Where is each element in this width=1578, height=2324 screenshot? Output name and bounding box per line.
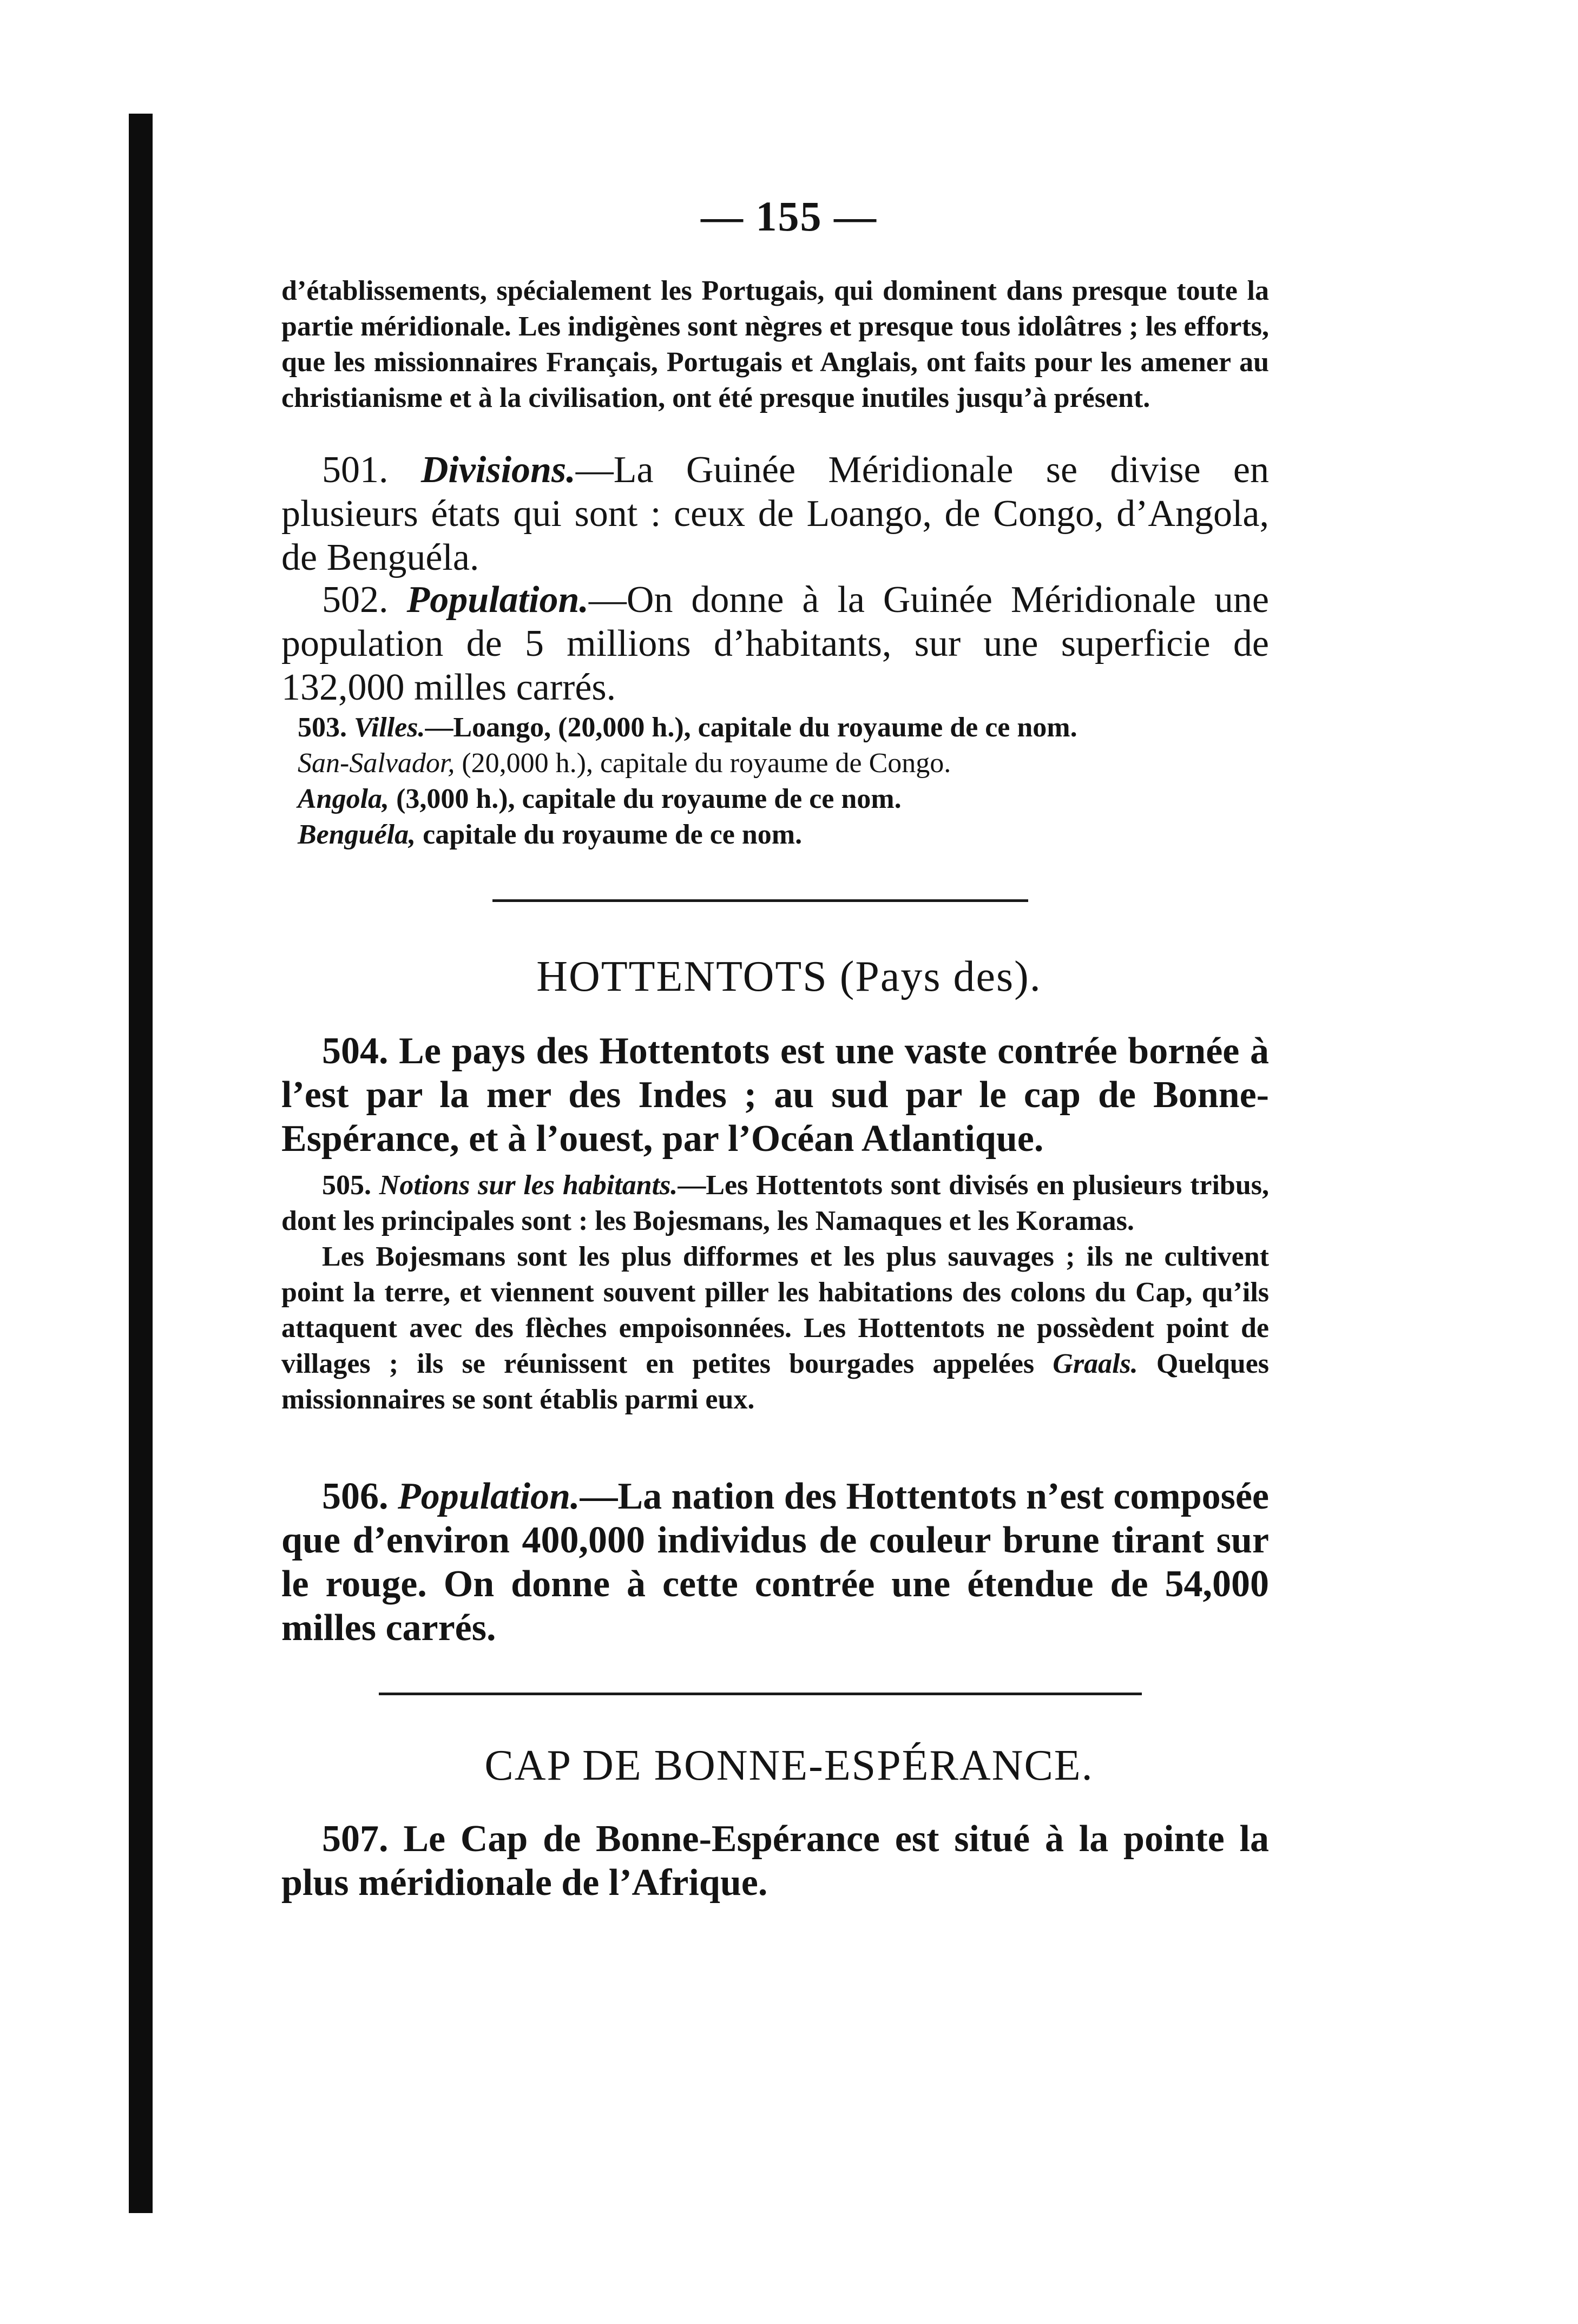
paragraph-text: —On donne à la Guinée Méridionale une population de 5 millions d’habitants, sur une superficie de 132,000 milles carrés. — [281, 579, 1269, 708]
city-line: San-Salvador, (20,000 h.), capitale du royaume de Congo. — [298, 748, 951, 779]
paragraph-501 — [281, 448, 1269, 580]
paragraph-text: —La Guinée Méridionale se divise en plusieurs états qui sont : ceux de Loango, de Congo, d’Angola, de Benguéla. — [281, 449, 1269, 578]
page-number: — 155 — — [701, 193, 877, 240]
paragraph-503 — [281, 710, 1269, 853]
paragraph-label: Notions sur les habitants. — [379, 1170, 678, 1201]
city-line: 503. Villes.—Loango, (20,000 h.), capitale du royaume de ce nom. — [298, 712, 1077, 743]
paragraph-number: 501. — [322, 449, 389, 491]
paragraph-506 — [281, 1474, 1269, 1650]
page-binding-edge — [129, 114, 153, 2213]
paragraph-number: 502. — [322, 579, 389, 621]
section-heading-cap: CAP DE BONNE-ESPÉRANCE. — [484, 1742, 1094, 1789]
paragraph-label: Population. — [406, 579, 589, 621]
paragraph-label: Villes. — [354, 712, 425, 743]
section-divider — [379, 1693, 1142, 1695]
term-graals: Graals. — [1053, 1348, 1138, 1379]
paragraph-505 — [281, 1168, 1269, 1418]
city-name: San-Salvador, — [298, 748, 455, 779]
section-heading-hottentots: HOTTENTOTS (Pays des). — [536, 953, 1042, 1000]
paragraph-text: Le pays des Hottentots est une vaste contrée bornée à l’est par la mer des Indes ; au sud par le cap de Bonne-Espérance, et à l’ouest, par l’Océan Atlantique. — [281, 1030, 1269, 1160]
paragraph-text: Quelques missionnaires se sont établis parmi eux. — [281, 1348, 1269, 1415]
paragraph-label: Population. — [398, 1476, 580, 1517]
paragraph-505-part-1 — [281, 1168, 1269, 1239]
paragraph-text: Les Bojesmans sont les plus difformes et les plus sauvages ; ils ne cultivent point la terre, et viennent souvent piller les habitations des colons du Cap, qu’ils attaquent avec des flèches empoisonnées. Les Hottentots ne possèdent point de villages ; ils se réunissent en petites bourgades appelées — [281, 1241, 1269, 1379]
paragraph-text: —Les Hottentots sont divisés en plusieurs tribus, dont les principales sont : les Bojesmans, les Namaques et les Koramas. — [281, 1170, 1269, 1236]
paragraph-text: Le Cap de Bonne-Espérance est situé à la pointe la plus méridionale de l’Afrique. — [281, 1818, 1270, 1904]
paragraph-504 — [281, 1029, 1269, 1161]
paragraph-text: —La nation des Hottentots n’est composée que d’environ 400,000 individus de couleur brune tirant sur le rouge. On donne à cette contrée une étendue de 54,000 milles carrés. — [281, 1476, 1270, 1649]
paragraph-number: 506. — [322, 1476, 389, 1517]
city-name: Benguéla, — [298, 819, 416, 850]
paragraph-number: 504. — [322, 1030, 389, 1072]
city-line: Benguéla, capitale du royaume de ce nom. — [298, 819, 803, 850]
paragraph-number: 505. — [322, 1170, 371, 1201]
paragraph-502 — [281, 578, 1269, 709]
paragraph-number: 503. — [298, 712, 347, 743]
city-name: Angola, — [298, 784, 390, 814]
paragraph-label: Divisions. — [420, 449, 576, 491]
paragraph-507 — [281, 1817, 1269, 1905]
paragraph-505-part-2 — [281, 1239, 1269, 1418]
paragraph-number: 507. — [322, 1818, 389, 1860]
city-line: Angola, (3,000 h.), capitale du royaume de ce nom. — [298, 784, 902, 814]
section-divider — [492, 899, 1028, 902]
intro-paragraph: d’établissements, spécialement les Portugais, qui dominent dans presque toute la partie méridionale. Les indigènes sont nègres et presque tous idolâtres ; les efforts, que les missionnaires Français, Portugais et Anglais, ont faits pour les amener au christianisme et à la civilisation, ont été presque inutiles jusqu’à présent. — [281, 275, 1269, 413]
